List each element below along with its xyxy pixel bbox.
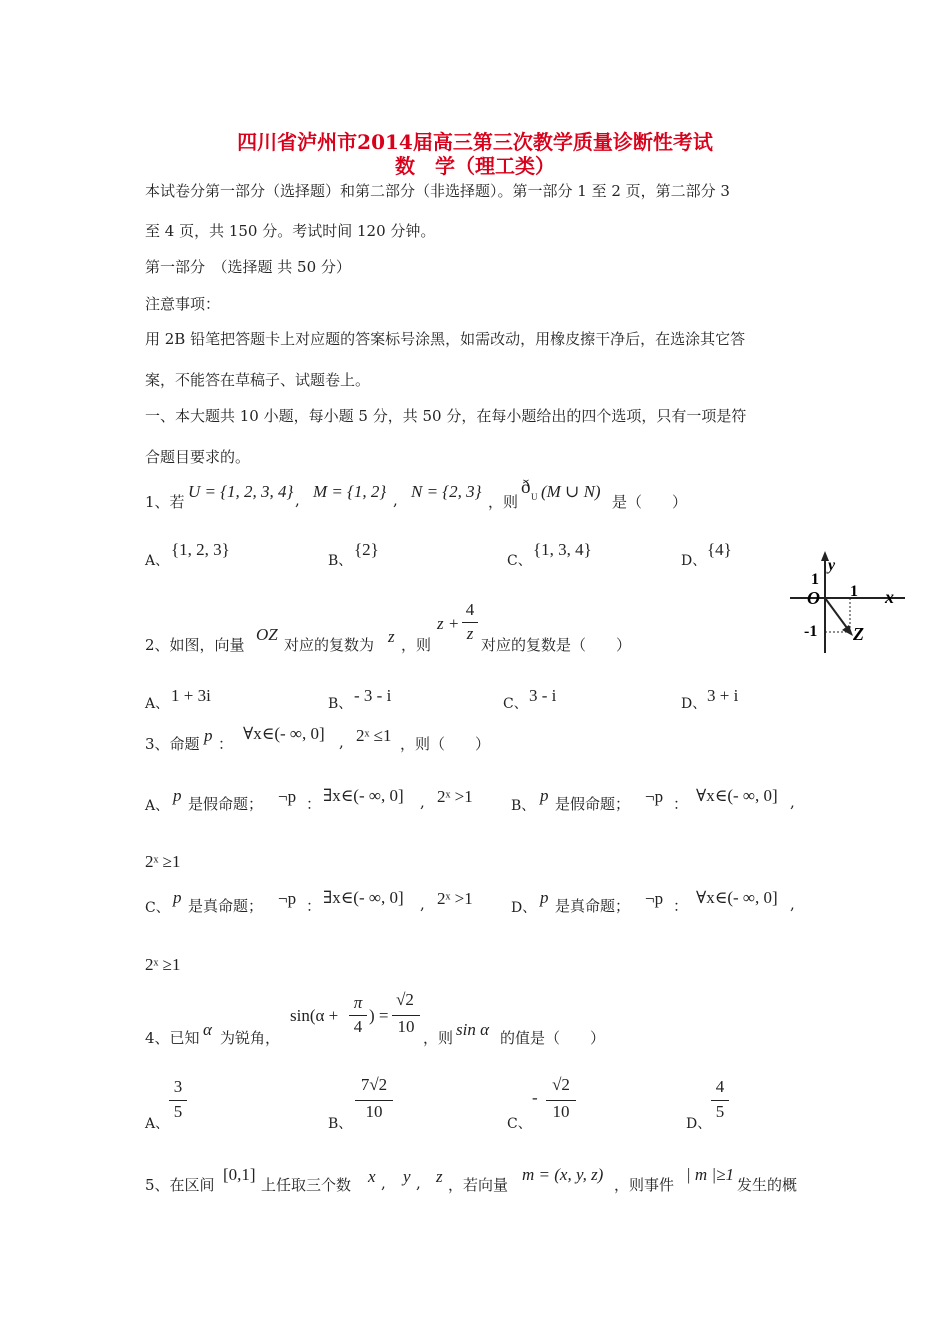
q4-option-c-label: C、: [507, 1116, 532, 1132]
q4-suffix: 的值是（ ）: [500, 1029, 606, 1047]
q1-option-d: {4}: [707, 540, 732, 559]
vector-arrow-icon: [842, 625, 853, 636]
notice-title: 注意事项：: [145, 295, 221, 313]
q2-option-d: 3 + i: [707, 686, 739, 705]
q3-option-d-cond: 2ˣ ≥1: [145, 955, 181, 974]
q4-close-eq: ) =: [369, 1006, 389, 1025]
q3-option-b-label: B、: [511, 798, 536, 814]
q3-option-b-comma: ,: [790, 793, 795, 811]
q4-option-d-den: 5: [715, 1102, 725, 1121]
q1-then: ，则: [488, 493, 519, 511]
q3-option-a-comma: ,: [420, 793, 425, 811]
fig-one-y: 1: [811, 571, 819, 588]
q3-option-b-neg: ¬p: [645, 787, 664, 806]
q3-p: p: [204, 726, 213, 745]
q4-option-d-label: D、: [686, 1116, 712, 1132]
q2-suffix: 对应的复数是（ ）: [481, 636, 632, 654]
q2-then: ，则: [401, 636, 432, 654]
q4-option-c-bar: [546, 1100, 576, 1101]
q1-option-a: {1, 2, 3}: [171, 540, 230, 559]
q3-option-c-comma: ,: [420, 895, 425, 913]
q5-event: | m |≥1: [686, 1165, 734, 1184]
q4-rhs-num: √2: [396, 990, 414, 1009]
q1-complement-sub: U: [531, 492, 538, 502]
q3-option-a-label: A、: [145, 798, 170, 814]
q3-comma: ,: [339, 733, 344, 751]
q3-option-d-label: D、: [511, 900, 537, 916]
q3-option-d-text: 是真命题；: [555, 897, 631, 915]
q1-option-d-label: D、: [681, 553, 707, 569]
q2-frac-bar: [462, 622, 478, 623]
q2-option-b: - 3 - i: [354, 686, 392, 705]
fig-x-label: x: [885, 587, 894, 607]
q4-sin-expr: sin(α +: [290, 1006, 339, 1025]
q5-mid3: ，则事件: [614, 1176, 675, 1194]
fig-y-label: y: [828, 557, 836, 574]
q1-expr: (M ∪ N): [541, 482, 601, 501]
q5-comma-1: ,: [381, 1174, 386, 1192]
q4-option-a-num: 3: [173, 1077, 183, 1096]
fig-z-label: Z: [853, 624, 864, 644]
q3-option-c-stmt: ∃x∈(- ∞, 0]: [323, 888, 404, 907]
intro-line-1: 本试卷分第一部分（选择题）和第二部分（非选择题）。第一部分 1 至 2 页，第二部分 3: [145, 182, 730, 200]
q3-suffix: ，则（ ）: [400, 735, 491, 753]
q2-option-b-label: B、: [328, 696, 353, 712]
q4-option-a-label: A、: [145, 1116, 170, 1132]
intro-line-2: 至 4 页，共 150 分。考试时间 120 分钟。: [145, 222, 436, 240]
q4-rhs-bar: [392, 1015, 420, 1016]
q3-cond: 2ˣ ≤1: [356, 726, 392, 745]
q2-z-plus: z +: [437, 614, 460, 633]
q4-alpha: α: [203, 1020, 212, 1039]
q1-option-b-label: B、: [328, 553, 353, 569]
q5-interval: [0,1]: [223, 1165, 256, 1184]
q4-option-d-bar: [711, 1100, 729, 1101]
q3-option-c-cond: 2ˣ >1: [437, 889, 473, 908]
q2-option-a-label: A、: [145, 696, 170, 712]
q5-comma-2: ,: [416, 1174, 421, 1192]
page-subtitle: 数 学（理工类）: [395, 154, 555, 178]
q2-frac-den: z: [466, 624, 474, 643]
q5-y: y: [403, 1167, 411, 1186]
q2-prefix: 2、如图，向量: [145, 636, 245, 654]
q1-option-c-label: C、: [507, 553, 532, 569]
q3-option-c-text: 是真命题；: [188, 897, 264, 915]
q4-four: 4: [353, 1017, 363, 1036]
q4-sin-a: sin α: [456, 1020, 490, 1039]
fig-one-x: 1: [850, 583, 858, 600]
q5-x: x: [368, 1167, 376, 1186]
q1-set-m: M = {1, 2}: [313, 482, 387, 501]
q3-option-b-cond: 2ˣ ≥1: [145, 852, 181, 871]
q1-set-n: N = {2, 3}: [411, 482, 482, 501]
q3-option-a-text: 是假命题；: [188, 795, 264, 813]
q1-comma-1: ,: [295, 491, 300, 509]
q1-set-u: U = {1, 2, 3, 4}: [188, 482, 294, 501]
q5-mid2: ，若向量: [448, 1176, 509, 1194]
vector-oz: [825, 598, 850, 632]
q4-option-d-num: 4: [715, 1077, 725, 1096]
q4-then: ，则: [423, 1029, 454, 1047]
q4-pi: π: [353, 993, 363, 1012]
q3-option-b-colon: ：: [673, 795, 689, 813]
q3-option-a-cond: 2ˣ >1: [437, 787, 473, 806]
notice-line-1: 用 2B 铅笔把答题卡上对应题的答案标号涂黑，如需改动，用橡皮擦干净后，在选涂其它答: [145, 330, 746, 348]
q2-frac-num: 4: [465, 600, 475, 619]
q1-option-c: {1, 3, 4}: [533, 540, 592, 559]
fig-neg-one: -1: [804, 623, 818, 640]
q4-option-c-den: 10: [552, 1102, 570, 1121]
q2-option-c: 3 - i: [529, 686, 557, 705]
q4-option-a-bar: [169, 1100, 187, 1101]
q3-option-b-stmt: ∀x∈(- ∞, 0]: [696, 786, 778, 805]
q2-option-a: 1 + 3i: [171, 686, 211, 705]
q4-pi-bar: [349, 1015, 367, 1016]
q2-option-c-label: C、: [503, 696, 528, 712]
q3-option-a-stmt: ∃x∈(- ∞, 0]: [323, 786, 404, 805]
q2-vector: OZ: [256, 625, 278, 644]
q3-colon: ：: [218, 735, 234, 753]
q2-option-d-label: D、: [681, 696, 707, 712]
q3-option-c-p: p: [173, 888, 182, 907]
q4-option-b-den: 10: [365, 1102, 383, 1121]
q2-z: z: [388, 627, 395, 646]
q3-option-c-neg: ¬p: [278, 889, 297, 908]
section-line-2: 合题目要求的。: [145, 448, 251, 466]
q3-option-a-neg: ¬p: [278, 787, 297, 806]
q4-rhs-den: 10: [397, 1017, 415, 1036]
q3-option-d-stmt: ∀x∈(- ∞, 0]: [696, 888, 778, 907]
q1-suffix: 是（ ）: [612, 493, 688, 511]
complex-plane-figure: [780, 548, 910, 658]
q1-complement-symbol: ð: [521, 477, 531, 498]
q3-stmt: ∀x∈(- ∞, 0]: [243, 724, 325, 743]
q4-option-b-bar: [355, 1100, 393, 1101]
q3-option-d-comma: ,: [790, 895, 795, 913]
q1-prefix: 1、若: [145, 493, 185, 511]
q1-comma-2: ,: [393, 491, 398, 509]
q4-option-a-den: 5: [173, 1102, 183, 1121]
q4-option-c-sign: -: [532, 1088, 538, 1107]
q3-option-c-label: C、: [145, 900, 170, 916]
q3-option-a-p: p: [173, 786, 182, 805]
q4-option-b-num: 7√2: [360, 1075, 388, 1094]
q3-option-a-colon: ：: [306, 795, 322, 813]
q3-option-b-p: p: [540, 786, 549, 805]
q1-option-b: {2}: [354, 540, 379, 559]
q3-option-b-text: 是假命题；: [555, 795, 631, 813]
section-line-1: 一、本大题共 10 小题，每小题 5 分，共 50 分，在每小题给出的四个选项，只有一项是符: [145, 407, 747, 425]
q5-prefix: 5、在区间: [145, 1176, 215, 1194]
q3-prefix: 3、命题: [145, 735, 200, 753]
q5-z: z: [436, 1167, 443, 1186]
q3-option-d-p: p: [540, 888, 549, 907]
q2-mid: 对应的复数为: [284, 636, 375, 654]
q5-mid1: 上任取三个数: [261, 1176, 352, 1194]
q3-option-c-colon: ：: [306, 897, 322, 915]
notice-line-2: 案，不能答在草稿子、试题卷上。: [145, 371, 371, 389]
fig-origin-label: O: [807, 588, 820, 608]
part1-heading: 第一部分 （选择题 共 50 分）: [145, 258, 351, 276]
q4-mid: 为锐角，: [220, 1029, 281, 1047]
q3-option-d-neg: ¬p: [645, 889, 664, 908]
q1-option-a-label: A、: [145, 553, 170, 569]
q4-option-c-num: √2: [552, 1075, 570, 1094]
q5-suffix: 发生的概: [737, 1176, 798, 1194]
page-title: 四川省泸州市2014届高三第三次教学质量诊断性考试: [237, 130, 713, 154]
q4-option-b-label: B、: [328, 1116, 353, 1132]
q5-vector: m = (x, y, z): [522, 1165, 604, 1184]
q3-option-d-colon: ：: [673, 897, 689, 915]
q4-prefix: 4、已知: [145, 1029, 200, 1047]
